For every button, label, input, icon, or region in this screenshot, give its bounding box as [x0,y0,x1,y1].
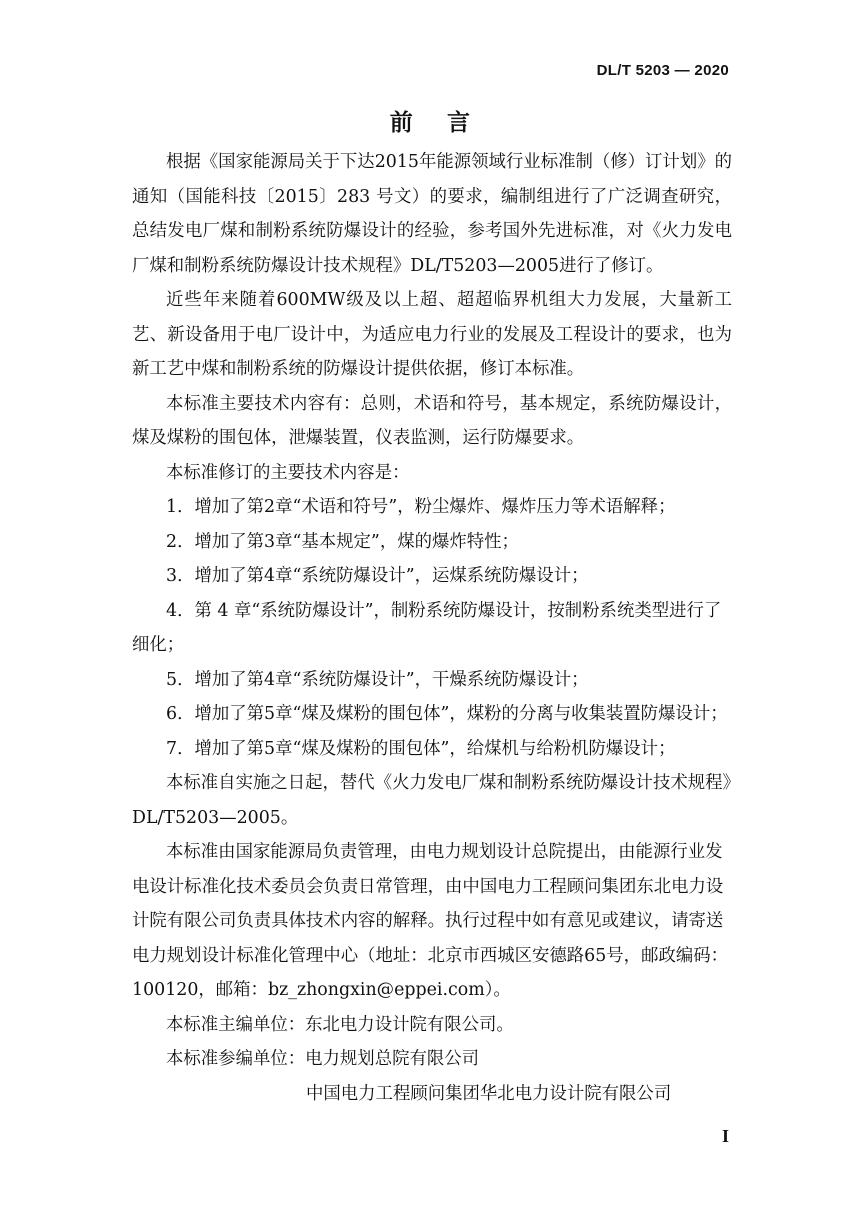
list-item: 6．增加了第5章“煤及煤粉的围包体”，煤粉的分离与收集装置防爆设计； [166,704,728,724]
paragraph-revision-basis: 根据《国家能源局关于下达2015年能源领域行业标准制（修）订计划》的通知（国能科技〔2015〕283 号文）的要求，编制组进行了广泛调查研究，总结发电厂煤和制粉系统防爆设计的经验，参考国外先进标准，对《火力发电厂煤和制粉系统防爆设计技术规程》DL/T5203—2005进行了修订。 [132,152,732,276]
page-title [0,104,860,137]
paragraph-chief-editor: 本标准主编单位：东北电力设计院有限公司。 [166,1014,514,1035]
paragraph-management: 本标准由国家能源局负责管理，由电力规划设计总院提出，由能源行业发电设计标准化技术委员会负责日常管理，由中国电力工程顾问集团东北电力设计院有限公司负责具体技术内容的解释。执行过程中如有意见或建议，请寄送电力规划设计标准化管理中心（地址：北京市西城区安德路65号，邮政编码：100120，邮箱：bz_zhongxin@eppei.com）。 [132,842,729,1000]
paragraph-revision-intro: 本标准修订的主要技术内容是： [166,462,410,483]
paragraph-main-content: 本标准主要技术内容有：总则，术语和符号，基本规定，系统防爆设计，煤及煤粉的围包体，泄爆装置，仪表监测，运行防爆要求。 [132,393,732,448]
paragraph-background: 近些年来随着600MW级及以上超、超超临界机组大力发展，大量新工艺、新设备用于电厂设计中，为适应电力行业的发展及工程设计的要求，也为新工艺中煤和制粉系统的防爆设计提供依据，修订本标准。 [132,290,732,379]
standard-code: DL/T 5203 — 2020 [596,62,729,79]
paragraph-replacement: 本标准自实施之日起，替代《火力发电厂煤和制粉系统防爆设计技术规程》DL/T5203—2005。 [132,773,732,828]
list-item: 5．增加了第4章“系统防爆设计”，干燥系统防爆设计； [166,669,589,690]
title-part-1: 前 [389,109,413,136]
list-item: 7．增加了第5章“煤及煤粉的围包体”，给煤机与给粉机防爆设计； [166,738,676,759]
list-item: 1．增加了第2章“术语和符号”，粉尘爆炸、爆炸压力等术语解释； [166,497,676,517]
list-item: 3．增加了第4章“系统防爆设计”，运煤系统防爆设计； [166,566,589,586]
list-item: 4．第 4 章“系统防爆设计”，制粉系统防爆设计，按制粉系统类型进行了细化； [132,600,722,655]
list-item: 2．增加了第3章“基本规定”，煤的爆炸特性； [166,531,519,552]
title-part-2: 言 [447,109,471,136]
participating-unit-2: 中国电力工程顾问集团华北电力设计院有限公司 [306,1083,672,1104]
paragraph-participating-units: 本标准参编单位：电力规划总院有限公司 [166,1049,480,1069]
body-text [132,145,732,1111]
page-number: I [721,1126,729,1146]
